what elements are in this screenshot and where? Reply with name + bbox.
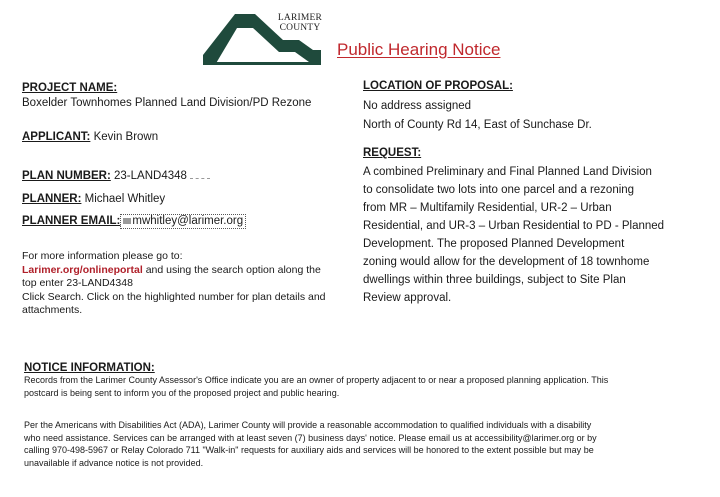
more-info-line-1: For more information please go to: <box>22 250 183 262</box>
planner-email-value: mwhitley@larimer.org <box>132 215 244 227</box>
planner-email-label: PLANNER EMAIL: <box>22 215 121 227</box>
request-line: Residential, and UR-3 – Urban Residential to PD - Planned <box>363 220 665 232</box>
more-info-line-2 <box>22 264 357 278</box>
request-line: Development. The proposed Planned Development <box>363 238 625 250</box>
location-label: LOCATION OF PROPOSAL: <box>363 80 513 92</box>
applicant-value: Kevin Brown <box>93 131 159 143</box>
scan-mark <box>190 178 210 179</box>
notice-p1-line-1: Records from the Larimer County Assessor's Office indicate you are an owner of property adjacent to or near a proposed planning application. This <box>24 375 609 385</box>
more-info-line-2-rest: and using the search option along the <box>142 263 321 276</box>
plan-number-label: PLAN NUMBER: <box>22 170 111 182</box>
more-info-block <box>22 250 357 318</box>
notice-p2-line-3: calling 970-498-5967 or Relay Colorado 711 "Walk-in" requests for auxiliary aids and services will be honored to the extent possible but may be <box>24 445 594 455</box>
planner-value: Michael Whitley <box>84 193 166 205</box>
notice-paragraph-2 <box>24 419 714 469</box>
request-body <box>363 163 713 307</box>
notice-p2-line-4: unavailable if advance notice is not provided. <box>24 457 204 468</box>
notice-p2-line-2: who need assistance. Services can be arranged with at least seven (7) business days' notice. Please email us at accessibility@larimer.org or by <box>24 432 597 443</box>
county-line-2: COUNTY <box>279 23 321 33</box>
project-name-label: PROJECT NAME: <box>22 82 118 94</box>
request-line: from MR – Multifamily Residential, UR-2 – Urban <box>363 202 612 214</box>
location-line-1: No address assigned <box>363 100 472 112</box>
planner-label: PLANNER: <box>22 193 82 205</box>
request-line: A combined Preliminary and Final Planned Land Division <box>363 166 652 178</box>
project-name-value: Boxelder Townhomes Planned Land Division/PD Rezone <box>22 97 312 109</box>
portal-link[interactable]: Larimer.org/onlineportal <box>22 263 143 276</box>
applicant-label: APPLICANT: <box>22 131 91 143</box>
notice-label: NOTICE INFORMATION: <box>24 362 155 374</box>
more-info-line-3: top enter 23-LAND4348 <box>22 277 133 289</box>
notice-title: Public Hearing Notice <box>337 40 501 59</box>
notice-paragraph-1 <box>24 374 714 399</box>
plan-number-value: 23-LAND4348 <box>114 170 187 182</box>
request-line: to consolidate two lots into one parcel and a rezoning <box>363 184 635 196</box>
county-line-1: LARIMER <box>277 13 323 23</box>
request-label: REQUEST: <box>363 147 422 159</box>
location-line-2: North of County Rd 14, East of Sunchase Dr. <box>363 119 592 131</box>
plan-number-row <box>22 167 210 185</box>
notice-p1-line-2: postcard is being sent to inform you of the proposed project and public hearing. <box>24 387 340 398</box>
planner-email-link[interactable] <box>120 214 246 229</box>
notice-p2-line-1: Per the Americans with Disabilities Act (ADA), Larimer County will provide a reasonable accommodation to qualified individuals with a disability <box>24 420 592 430</box>
request-line: dwellings within three buildings, subject to Site Plan <box>363 274 626 286</box>
request-line: Review approval. <box>363 292 452 304</box>
applicant-row <box>22 128 158 146</box>
mail-icon <box>123 218 131 224</box>
more-info-line-4: Click Search. Click on the highlighted number for plan details and <box>22 290 326 303</box>
planner-email-row <box>22 212 246 230</box>
request-line: zoning would allow for the development of 18 townhome <box>363 256 650 268</box>
planner-row <box>22 190 165 208</box>
more-info-line-5: attachments. <box>22 304 83 316</box>
county-name <box>275 13 325 33</box>
